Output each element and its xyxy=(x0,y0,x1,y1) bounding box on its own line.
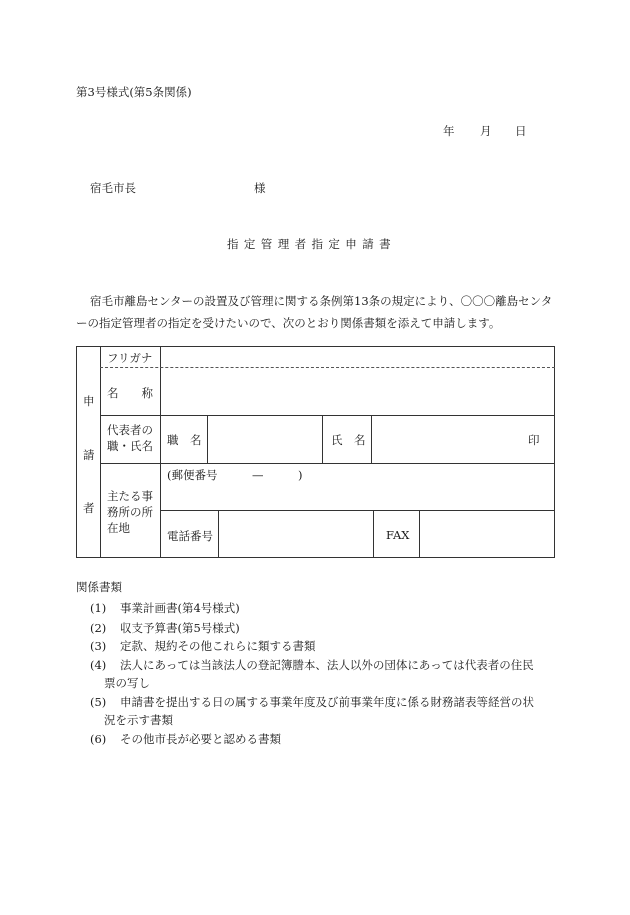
office-label-line3: 在地 xyxy=(107,521,130,535)
applicant-char-2: 請 xyxy=(83,448,95,462)
date-month-label: 月 xyxy=(480,124,492,138)
office-label-line2: 務所の所 xyxy=(107,505,153,519)
date-year-label: 年 xyxy=(443,124,455,138)
furigana-field[interactable] xyxy=(235,350,551,364)
document-item-text: 収支予算書(第5号様式) xyxy=(120,621,240,635)
document-item-text: 申請書を提出する日の属する事業年度及び前事業年度に係る財務諸表等経営の状 xyxy=(120,695,534,709)
person-name-label: 氏 名 xyxy=(331,433,366,447)
office-label-line1: 主たる事 xyxy=(107,489,153,503)
person-name-field[interactable] xyxy=(375,419,535,459)
related-documents-heading: 関係書類 xyxy=(76,580,122,594)
post-field[interactable] xyxy=(211,419,317,459)
seal-mark: 印 xyxy=(528,433,540,447)
document-item-number: (5) xyxy=(90,695,107,709)
applicant-char-3: 者 xyxy=(83,501,95,515)
applicant-char-1: 申 xyxy=(83,394,95,408)
document-title: 指定管理者指定申請書 xyxy=(227,237,396,251)
document-item-number: (4) xyxy=(90,658,107,672)
name-field[interactable] xyxy=(165,371,550,411)
document-item-number: (6) xyxy=(90,732,107,746)
document-item xyxy=(90,620,240,636)
applicant-table xyxy=(76,346,555,558)
representative-label-line1: 代表者の xyxy=(107,423,153,437)
fax-field[interactable] xyxy=(423,514,551,554)
document-item xyxy=(90,638,316,654)
document-item-number: (1) xyxy=(90,601,107,615)
document-item xyxy=(90,694,534,710)
document-item-number: (3) xyxy=(90,639,107,653)
honorific: 様 xyxy=(254,181,266,195)
representative-label-line2: 職・氏名 xyxy=(107,439,153,453)
document-item-text: その他市長が必要と認める書類 xyxy=(120,732,281,746)
name-label: 名 称 xyxy=(107,386,153,400)
intro-paragraph: 宿毛市離島センターの設置及び管理に関する条例第13条の規定により、〇〇〇離島センターの指定管理者の指定を受けたいので、次のとおり関係書類を添えて申請します。 xyxy=(76,294,553,330)
document-item xyxy=(90,600,240,616)
date-day-label: 日 xyxy=(515,124,527,138)
phone-label: 電話番号 xyxy=(167,529,213,543)
document-item-continuation: 況を示す書類 xyxy=(104,713,173,727)
furigana-label: フリガナ xyxy=(107,351,153,365)
form-number: 第3号様式(第5条関係) xyxy=(76,85,192,99)
post-label: 職 名 xyxy=(167,433,202,447)
document-item-text: 定款、規約その他これらに類する書類 xyxy=(120,639,316,653)
phone-field[interactable] xyxy=(222,514,368,554)
document-item xyxy=(90,731,281,747)
postal-code-field[interactable]: (郵便番号 — ) xyxy=(167,468,303,482)
document-item-text: 法人にあっては当該法人の登記簿謄本、法人以外の団体にあっては代表者の住民 xyxy=(120,658,534,672)
document-item-number: (2) xyxy=(90,621,107,635)
addressee: 宿毛市長 xyxy=(90,181,136,195)
document-item-text: 事業計画書(第4号様式) xyxy=(120,601,240,615)
document-item-continuation: 票の写し xyxy=(104,676,150,690)
fax-label: FAX xyxy=(386,528,410,542)
document-item xyxy=(90,657,534,673)
